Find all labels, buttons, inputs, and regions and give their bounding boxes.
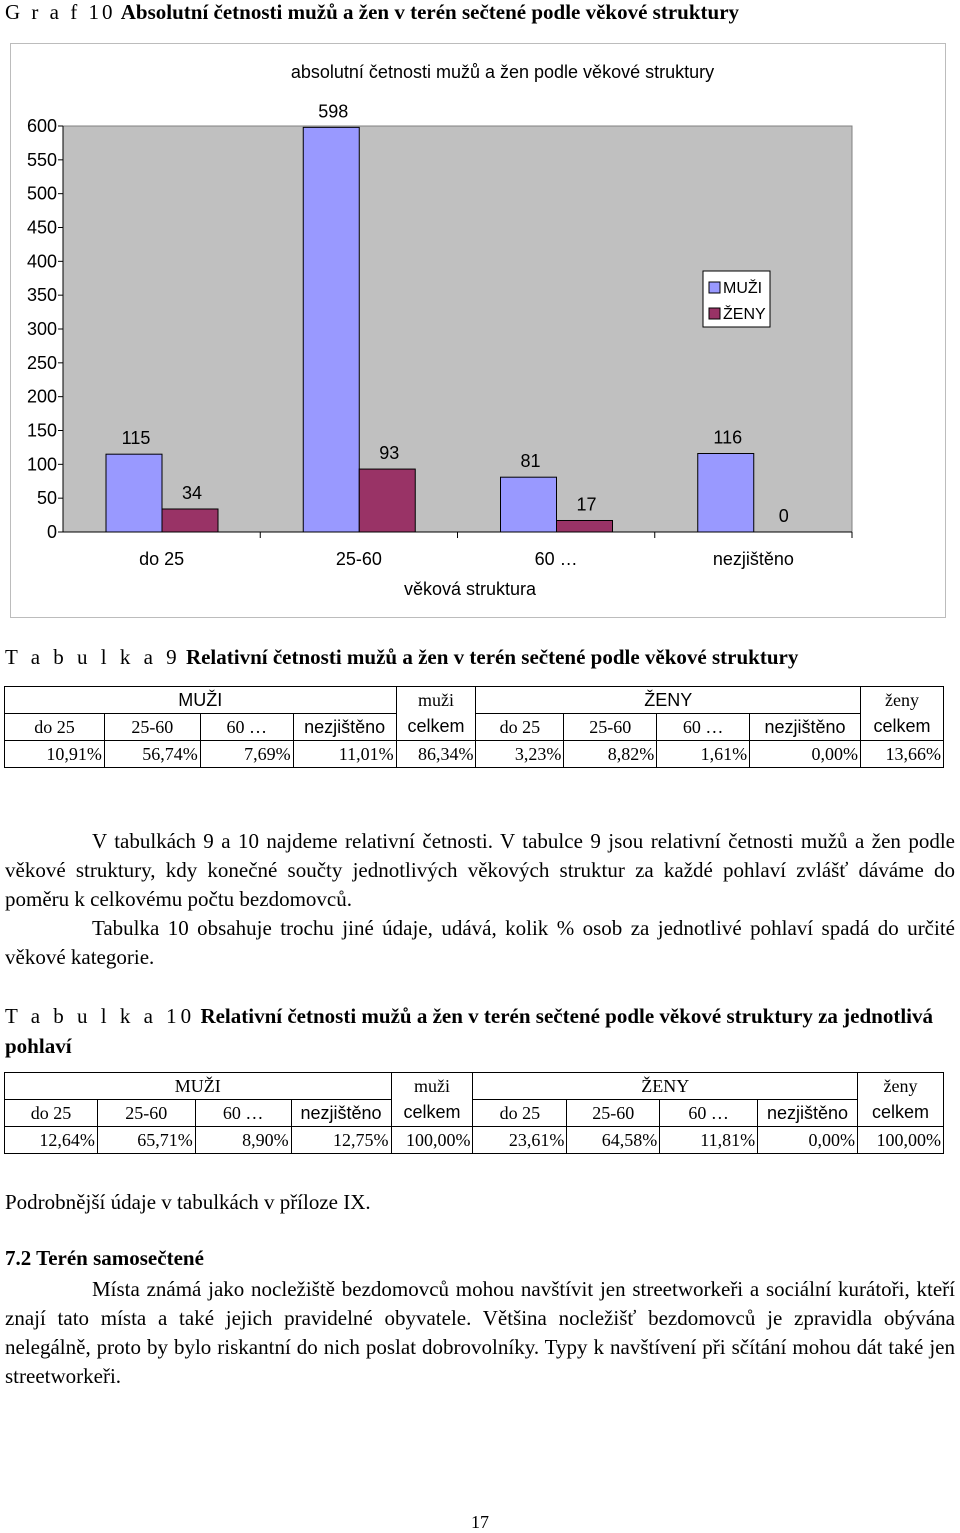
table10-caption-prefix: T a b u l k a 10 <box>5 1004 196 1028</box>
table10 <box>4 1072 944 1154</box>
y-tick-label: 50 <box>36 488 57 509</box>
table9-col-header: 25-60 <box>564 714 657 741</box>
data-label: 598 <box>318 101 349 122</box>
chart-title: absolutní četnosti mužů a žen podle věkové struktury <box>290 62 715 82</box>
x-tick-label: 25-60 <box>335 549 382 569</box>
table10-cell: 12,64% <box>5 1127 98 1154</box>
y-tick-label: 600 <box>26 116 57 136</box>
bar-women <box>162 509 218 532</box>
table10-caption-title: Relativní četnosti mužů a žen v terén sečtené podle věkové struktury za jednotlivá pohlaví <box>5 1004 933 1058</box>
y-tick-label: 0 <box>46 522 57 542</box>
table10-col-header: do 25 <box>5 1100 98 1127</box>
table9-col-header: do 25 <box>476 714 564 741</box>
table9-men-total-label2: celkem <box>396 714 476 741</box>
table9-group-women: ŽENY <box>476 687 861 714</box>
table9-cell: 1,61% <box>657 741 750 768</box>
legend-swatch <box>709 282 720 293</box>
table9-cell: 7,69% <box>200 741 293 768</box>
table9-col-header: 25-60 <box>104 714 200 741</box>
bar-women <box>359 469 415 532</box>
table10-cell: 12,75% <box>291 1127 391 1154</box>
body-paragraph <box>5 827 955 972</box>
table10-cell: 65,71% <box>97 1127 195 1154</box>
table10-col-header: 60 … <box>195 1100 291 1127</box>
table9-women-total-label1: ženy <box>860 687 943 714</box>
bar-men <box>501 477 557 532</box>
page-number: 17 <box>471 1512 489 1532</box>
x-tick-label: nezjištěno <box>712 549 794 569</box>
table9-caption <box>5 645 798 670</box>
table10-women-total-label2: celkem <box>858 1100 944 1127</box>
graph-caption-prefix: G r a f 10 <box>5 0 116 24</box>
table9-cell: 10,91% <box>5 741 105 768</box>
y-tick-label: 350 <box>26 285 57 306</box>
table10-cell: 100,00% <box>391 1127 473 1154</box>
table9-col-header: nezjištěno <box>293 714 396 741</box>
table10-col-header: nezjištěno <box>291 1100 391 1127</box>
bar-men <box>303 127 359 532</box>
table9-col-header: nezjištěno <box>750 714 861 741</box>
data-label: 81 <box>520 451 541 472</box>
table10-cell: 64,58% <box>567 1127 660 1154</box>
y-tick-label: 400 <box>26 251 57 272</box>
table10-group-women: ŽENY <box>473 1073 858 1100</box>
graph-caption-title: Absolutní četnosti mužů a žen v terén sečtené podle věkové struktury <box>120 0 740 24</box>
data-label: 17 <box>576 494 597 515</box>
table10-cell: 100,00% <box>858 1127 944 1154</box>
table10-group-men: MUŽI <box>5 1073 392 1100</box>
table10-caption <box>5 1001 955 1061</box>
table9-cell: 8,82% <box>564 741 657 768</box>
table10-women-total-label1: ženy <box>858 1073 944 1100</box>
table10-col-header: 60 … <box>660 1100 758 1127</box>
x-tick-label: 60 … <box>534 549 578 569</box>
bar-chart <box>0 0 960 640</box>
y-tick-label: 100 <box>26 454 57 475</box>
data-label: 0 <box>778 506 789 526</box>
table9-cell: 3,23% <box>476 741 564 768</box>
table10-men-total-label1: muži <box>391 1073 473 1100</box>
table9-caption-title: Relativní četnosti mužů a žen v terén sečtené podle věkové struktury <box>185 645 799 669</box>
section-heading: 7.2 Terén samosečtené <box>5 1246 204 1270</box>
bar-women <box>557 520 613 532</box>
y-tick-label: 450 <box>26 217 57 238</box>
table9-cell: 0,00% <box>750 741 861 768</box>
table9-cell: 13,66% <box>860 741 943 768</box>
y-tick-label: 550 <box>26 149 57 170</box>
table9-cell: 56,74% <box>104 741 200 768</box>
table10-col-header: do 25 <box>473 1100 567 1127</box>
data-label: 34 <box>181 482 203 503</box>
note-text: Podrobnější údaje v tabulkách v příloze IX. <box>5 1190 371 1214</box>
table9-cell: 86,34% <box>396 741 476 768</box>
table10-col-header: 25-60 <box>97 1100 195 1127</box>
x-axis-label: věková struktura <box>403 579 537 599</box>
table10-col-header: nezjištěno <box>758 1100 858 1127</box>
paragraph-text: Tabulka 10 obsahuje trochu jiné údaje, udává, kolik % osob za jednotlivé pohlaví spadá do určité věkové kategorie. <box>5 916 955 969</box>
y-tick-label: 500 <box>26 183 57 204</box>
y-tick-label: 150 <box>26 420 57 441</box>
data-label: 116 <box>713 427 743 448</box>
data-label: 93 <box>379 443 400 464</box>
y-tick-label: 200 <box>26 386 57 407</box>
table9-col-header: 60 … <box>200 714 293 741</box>
section-text: Místa známá jako nocležiště bezdomovců mohou navštívit jen streetworkeři a sociální kurátoři, kteří znají tato místa a také jejich pravidelné obyvatele. Většina nocležišť bezdomovců je zpravidla obývána nelegálně, proto by bylo riskantní do nich poslat dobrovolníky. Typy k navštívení při sčítání mohou dát také jen streetworkeři. <box>5 1277 955 1388</box>
paragraph-text: V tabulkách 9 a 10 najdeme relativní četnosti. V tabulce 9 jsou relativní četnosti mužů a žen podle věkové struktury, kdy konečné součty jednotlivých věkových struktur za každé pohlaví zvlášť dáváme do poměru k celkovému počtu bezdomovců. <box>5 829 955 911</box>
table10-cell: 8,90% <box>195 1127 291 1154</box>
table9-col-header: 60 … <box>657 714 750 741</box>
table9-col-header: do 25 <box>5 714 105 741</box>
legend-swatch <box>709 308 720 319</box>
table9-cell: 11,01% <box>293 741 396 768</box>
table10-cell: 0,00% <box>758 1127 858 1154</box>
table9-women-total-label2: celkem <box>860 714 943 741</box>
table9-caption-prefix: T a b u l k a 9 <box>5 645 181 669</box>
legend-label: ŽENY <box>723 306 766 323</box>
table10-cell: 11,81% <box>660 1127 758 1154</box>
section-paragraph <box>5 1275 955 1391</box>
y-tick-label: 250 <box>26 352 57 373</box>
x-tick-label: do 25 <box>139 549 185 569</box>
bar-men <box>698 454 754 532</box>
table9-men-total-label1: muži <box>396 687 476 714</box>
y-tick-label: 300 <box>26 319 57 339</box>
data-label: 115 <box>121 428 151 449</box>
table10-men-total-label2: celkem <box>391 1100 473 1127</box>
table10-cell: 23,61% <box>473 1127 567 1154</box>
legend-label: MUŽI <box>723 280 763 297</box>
table9-group-men: MUŽI <box>5 687 397 714</box>
bar-men <box>106 454 162 532</box>
table10-col-header: 25-60 <box>567 1100 660 1127</box>
table9 <box>4 686 944 768</box>
